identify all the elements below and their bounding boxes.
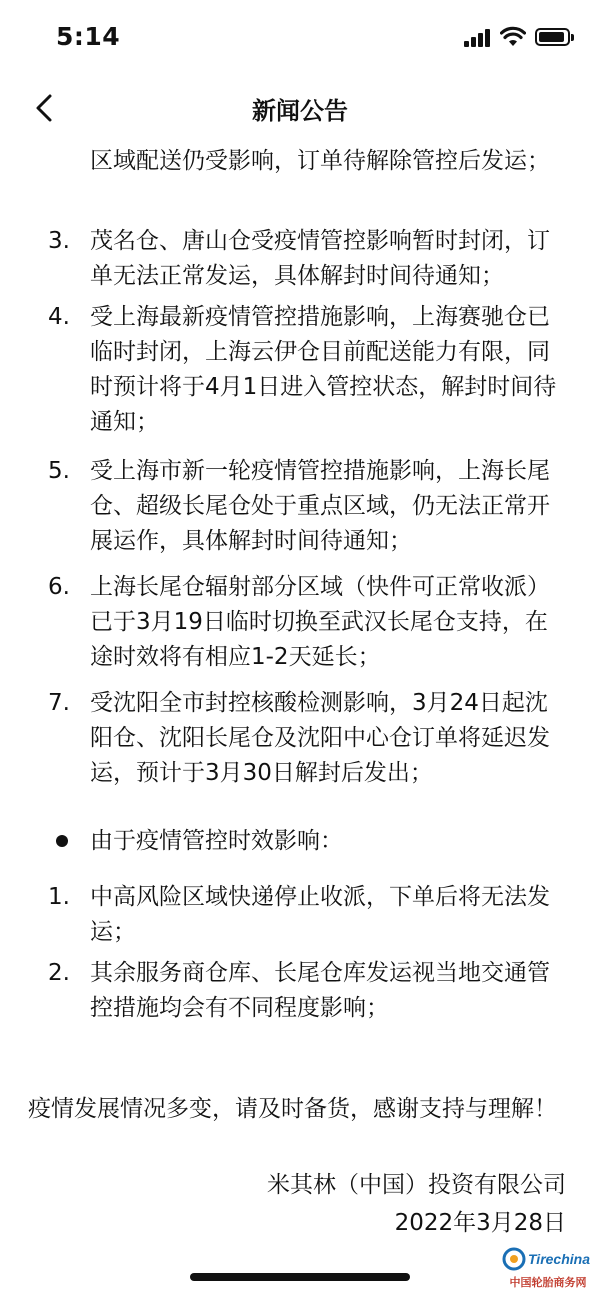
company-signature: 米其林（中国）投资有限公司 <box>267 1172 566 1198</box>
list-number: 7. <box>48 690 70 716</box>
status-bar <box>0 0 600 78</box>
nav-bar <box>0 78 600 140</box>
list-text: 其余服务商仓库、长尾仓库发运视当地交通管控措施均会有不同程度影响； <box>90 960 550 1021</box>
battery-icon <box>535 28 570 46</box>
home-indicator[interactable] <box>190 1273 410 1281</box>
list-text: 中高风险区域快递停止收派，下单后将无法发运； <box>90 884 550 945</box>
list-number: 4. <box>48 304 70 330</box>
list-text: 受上海最新疫情管控措施影响，上海赛驰仓已临时封闭，上海云伊仓目前配送能力有限，同时预计将于4月1日进入管控状态，解封时间待通知； <box>90 304 557 435</box>
bullet-heading: 由于疫情管控时效影响： <box>90 828 343 854</box>
watermark <box>496 1244 600 1298</box>
list-number: 6. <box>48 574 70 600</box>
list-text: 上海长尾仓辐射部分区域（快件可正常收派）已于3月19日临时切换至武汉长尾仓支持，在途时效将有相应1-2天延长； <box>90 574 550 670</box>
tirechina-logo-icon <box>502 1246 594 1272</box>
list-item-continuation: 区域配送仍受影响，订单待解除管控后发运； <box>90 148 550 174</box>
list-number: 5. <box>48 458 70 484</box>
list-number: 3. <box>48 228 70 254</box>
list-text: 受上海市新一轮疫情管控措施影响，上海长尾仓、超级长尾仓处于重点区域，仍无法正常开展运作，具体解封时间待通知； <box>90 458 550 554</box>
cellular-signal-icon <box>464 29 492 47</box>
list-number: 2. <box>48 960 70 986</box>
list-number: 1. <box>48 884 70 910</box>
wifi-icon <box>500 26 526 48</box>
page-title: 新闻公告 <box>252 97 348 125</box>
signature-date: 2022年3月28日 <box>394 1210 566 1236</box>
bullet-dot-icon <box>56 835 68 847</box>
svg-text:Tirechina: Tirechina <box>528 1251 590 1267</box>
status-time: 5:14 <box>56 22 121 51</box>
list-text: 茂名仓、唐山仓受疫情管控影响暂时封闭，订单无法正常发运，具体解封时间待通知； <box>90 228 550 289</box>
watermark-caption: 中国轮胎商务网 <box>509 1276 587 1289</box>
closing-paragraph: 疫情发展情况多变，请及时备货，感谢支持与理解！ <box>28 1096 557 1122</box>
list-text: 受沈阳全市封控核酸检测影响，3月24日起沈阳仓、沈阳长尾仓及沈阳中心仓订单将延迟发运，预计于3月30日解封后发出； <box>90 690 550 786</box>
